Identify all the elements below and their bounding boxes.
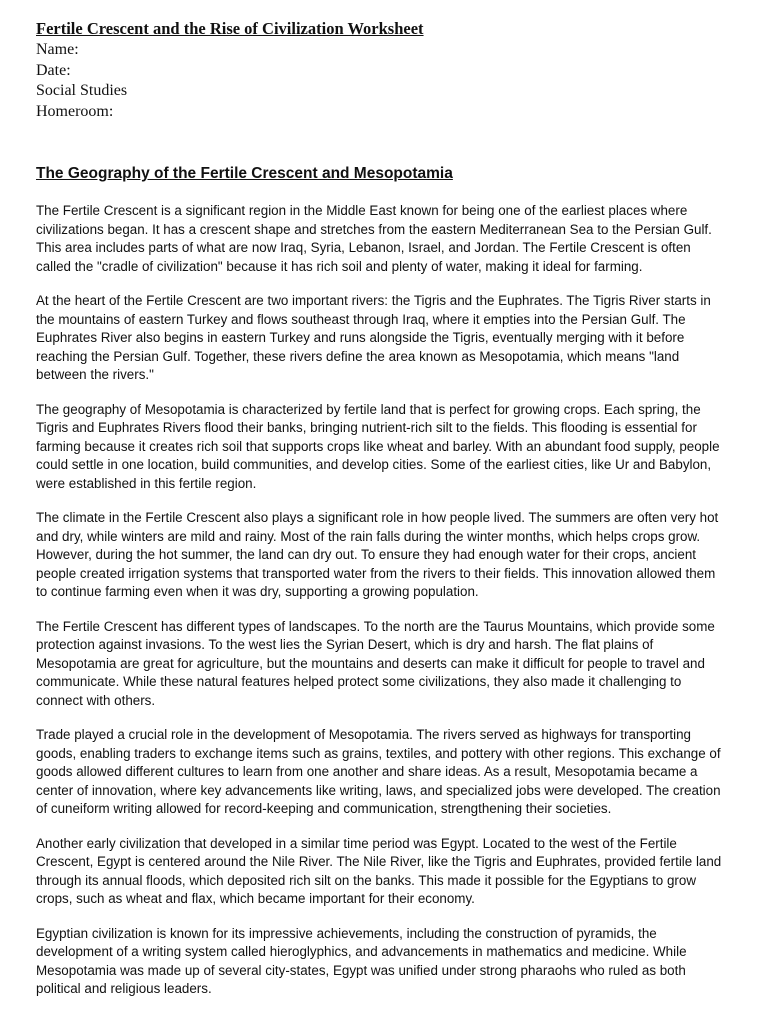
worksheet-page bbox=[36, 18, 726, 996]
section-title: The Geography of the Fertile Crescent and Mesopotamia bbox=[36, 165, 453, 182]
paragraph-tigris-euphrates: At the heart of the Fertile Crescent are two important rivers: the Tigris and the Euphrates. The Tigris River starts in the mountains of eastern Turkey and flows southeast through Iraq, where it empties into the Persian Gulf. The Euphrates River also begins in eastern Turkey and runs alongside the Tigris, eventually merging with it before reaching the Persian Gulf. Together, these rivers define the area known as Mesopotamia, which means "land between the rivers." bbox=[36, 293, 711, 382]
paragraph-trade: Trade played a crucial role in the development of Mesopotamia. The rivers served as highways for transporting goods, enabling traders to exchange items such as grains, textiles, and pottery with other regions. This exchange of goods allowed different cultures to learn from one another and share ideas. As a result, Mesopotamia became a center of innovation, where key advancements like writing, laws, and specialized jobs were developed. The creation of cuneiform writing allowed for record-keeping and communication, strengthening their societies. bbox=[36, 727, 721, 816]
paragraph-climate: The climate in the Fertile Crescent also plays a significant role in how people lived. The summers are often very hot and dry, while winters are mild and rainy. Most of the rain falls during the winter months, which helps crops grow. However, during the hot summer, the land can dry out. To ensure they had enough water for their crops, ancient people created irrigation systems that transported water from the rivers to their fields. This innovation allowed them to continue farming even when it was dry, supporting a growing population. bbox=[36, 510, 719, 599]
date-field-label: Date: bbox=[36, 61, 71, 79]
paragraph-egypt: Another early civilization that developed in a similar time period was Egypt. Located to the west of the Fertile Crescent, Egypt is centered around the Nile River. The Nile River, like the Tigris and Euphrates, provided fertile land through its annual floods, which deposited rich silt on the banks. This made it possible for the Egyptians to grow crops, such as wheat and flax, which became important for their economy. bbox=[36, 835, 722, 906]
paragraph-geography: The geography of Mesopotamia is characterized by fertile land that is perfect for growing crops. Each spring, the Tigris and Euphrates Rivers flood their banks, bringing nutrient-rich silt to the fields. This flooding is essential for farming because it creates rich soil that supports crops like wheat and barley. With an abundant food supply, people could settle in one location, build communities, and develop cities. Some of the earliest cities, like Ur and Babylon, were established in this fertile region. bbox=[36, 401, 720, 491]
name-field-label: Name: bbox=[36, 41, 79, 58]
body-text bbox=[36, 202, 726, 1015]
worksheet-title: Fertile Crescent and the Rise of Civilization Worksheet bbox=[36, 19, 424, 38]
paragraph-landscapes: The Fertile Crescent has different types of landscapes. To the north are the Taurus Mountains, which provide some protection against invasions. To the west lies the Syrian Desert, which is dry and harsh. The flat plains of Mesopotamia are great for agriculture, but the mountains and deserts can make it difficult for people to travel and communicate. While these natural features helped protect some civilizations, they also made it challenging to connect with others. bbox=[36, 618, 715, 708]
paragraph-fertile-crescent-intro: The Fertile Crescent is a significant region in the Middle East known for being one of the earliest places where civilizations began. It has a crescent shape and stretches from the eastern Mediterranean Sea to the Persian Gulf. This area includes parts of what are now Iraq, Syria, Lebanon, Israel, and Jordan. The Fertile Crescent is often called the "cradle of civilization" because it has rich soil and plenty of water, making it ideal for farming. bbox=[36, 203, 712, 274]
subject-label: Social Studies bbox=[36, 82, 128, 99]
paragraph-egyptian-achievements: Egyptian civilization is known for its impressive achievements, including the construction of pyramids, the development of a writing system called hieroglyphics, and advancements in mathematics and medicine. While Mesopotamia was made up of several city-states, Egypt was unified under strong pharaohs who ruled as both political and religious leaders. bbox=[36, 925, 687, 996]
homeroom-field-label: Homeroom: bbox=[36, 102, 114, 120]
